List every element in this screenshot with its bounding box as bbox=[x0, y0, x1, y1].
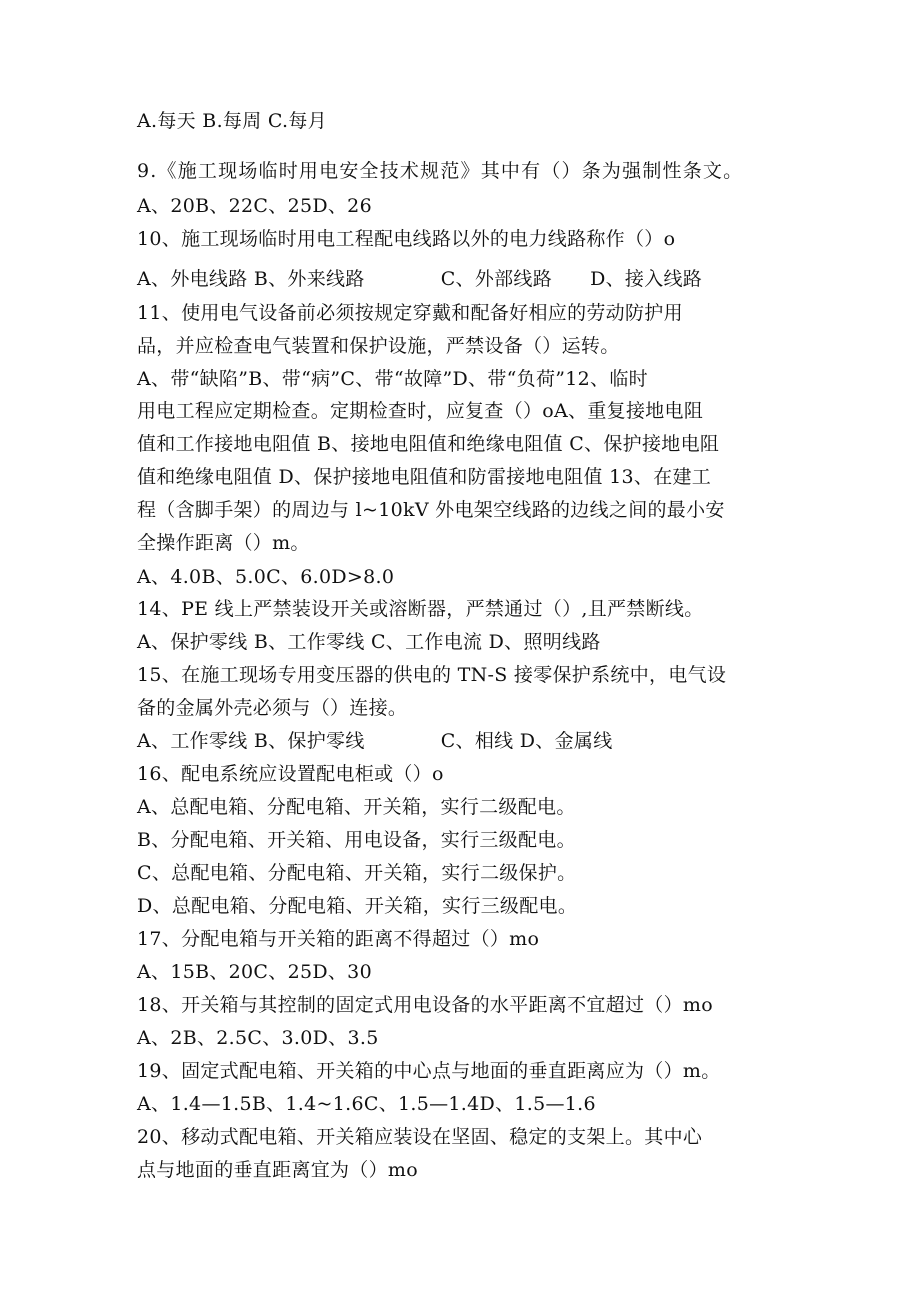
question-14: 14、PE 线上严禁装设开关或溶断器，严禁通过（）,且严禁断线。 bbox=[137, 598, 704, 620]
question-18: 18、开关箱与其控制的固定式用电设备的水平距离不宜超过（）mo bbox=[137, 994, 713, 1016]
answer-options-12-line-1: 值和工作接地电阻值 B、接地电阻值和绝缘电阻值 C、保护接地电阻 bbox=[137, 433, 720, 455]
answer-options-10: A、外电线路 B、外来线路 C、外部线路 D、接入线路 bbox=[137, 268, 703, 290]
answer-option-16-c: C、总配电箱、分配电箱、开关箱，实行二级保护。 bbox=[137, 862, 577, 884]
answer-option-16-b: B、分配电箱、开关箱、用电设备，实行三级配电。 bbox=[137, 829, 576, 851]
question-11-line-1: 11、使用电气设备前必须按规定穿戴和配备好相应的劳动防护用 bbox=[137, 302, 683, 324]
answer-options-17: A、15B、20C、25D、30 bbox=[137, 961, 372, 983]
answer-options-11-question-12: A、带“缺陷”B、带“病”C、带“故障”D、带“负荷”12、临时 bbox=[137, 368, 648, 390]
question-13-line-2: 全操作距离（）m。 bbox=[137, 532, 310, 554]
question-19: 19、固定式配电箱、开关箱的中心点与地面的垂直距离应为（）m。 bbox=[137, 1060, 721, 1082]
question-11-line-2: 品，并应检查电气装置和保护设施，严禁设备（）运转。 bbox=[137, 335, 620, 357]
question-15-line-1: 15、在施工现场专用变压器的供电的 TN-S 接零保护系统中，电气设 bbox=[137, 664, 727, 686]
question-9: 9.《施工现场临时用电安全技术规范》其中有（）条为强制性条文。 bbox=[137, 160, 744, 182]
answer-option-16-a: A、总配电箱、分配电箱、开关箱，实行二级配电。 bbox=[137, 796, 576, 818]
question-20-line-2: 点与地面的垂直距离宜为（）mo bbox=[137, 1159, 418, 1181]
answer-options-12-line-2: 值和绝缘电阻值 D、保护接地电阻值和防雷接地电阻值 13、在建工 bbox=[137, 466, 712, 488]
question-16: 16、配电系统应设置配电柜或（）o bbox=[137, 763, 444, 785]
question-10: 10、施工现场临时用电工程配电线路以外的电力线路称作（）o bbox=[137, 228, 676, 250]
question-20-line-1: 20、移动式配电箱、开关箱应装设在坚固、稳定的支架上。其中心 bbox=[137, 1126, 703, 1148]
answer-options-14: A、保护零线 B、工作零线 C、工作电流 D、照明线路 bbox=[137, 631, 601, 653]
answer-options-19: A、1.4—1.5B、1.4~1.6C、1.5—1.4D、1.5—1.6 bbox=[137, 1093, 596, 1115]
question-13-line-1: 程（含脚手架）的周边与 l~10kV 外电架空线路的边线之间的最小安 bbox=[137, 499, 725, 521]
answer-options-9: A、20B、22C、25D、26 bbox=[137, 195, 372, 217]
question-15-line-2: 备的金属外壳必须与（）连接。 bbox=[137, 697, 408, 719]
answer-options-8: A.每天 B.每周 C.每月 bbox=[137, 110, 327, 132]
question-12-line-2: 用电工程应定期检查。定期检查时，应复查（）oA、重复接地电阻 bbox=[137, 400, 704, 422]
question-17: 17、分配电箱与开关箱的距离不得超过（）mo bbox=[137, 928, 540, 950]
answer-options-13: A、4.0B、5.0C、6.0D>8.0 bbox=[137, 566, 395, 588]
answer-options-18: A、2B、2.5C、3.0D、3.5 bbox=[137, 1027, 379, 1049]
answer-options-15: A、工作零线 B、保护零线 C、相线 D、金属线 bbox=[137, 730, 613, 752]
answer-option-16-d: D、总配电箱、分配电箱、开关箱，实行三级配电。 bbox=[137, 895, 578, 917]
